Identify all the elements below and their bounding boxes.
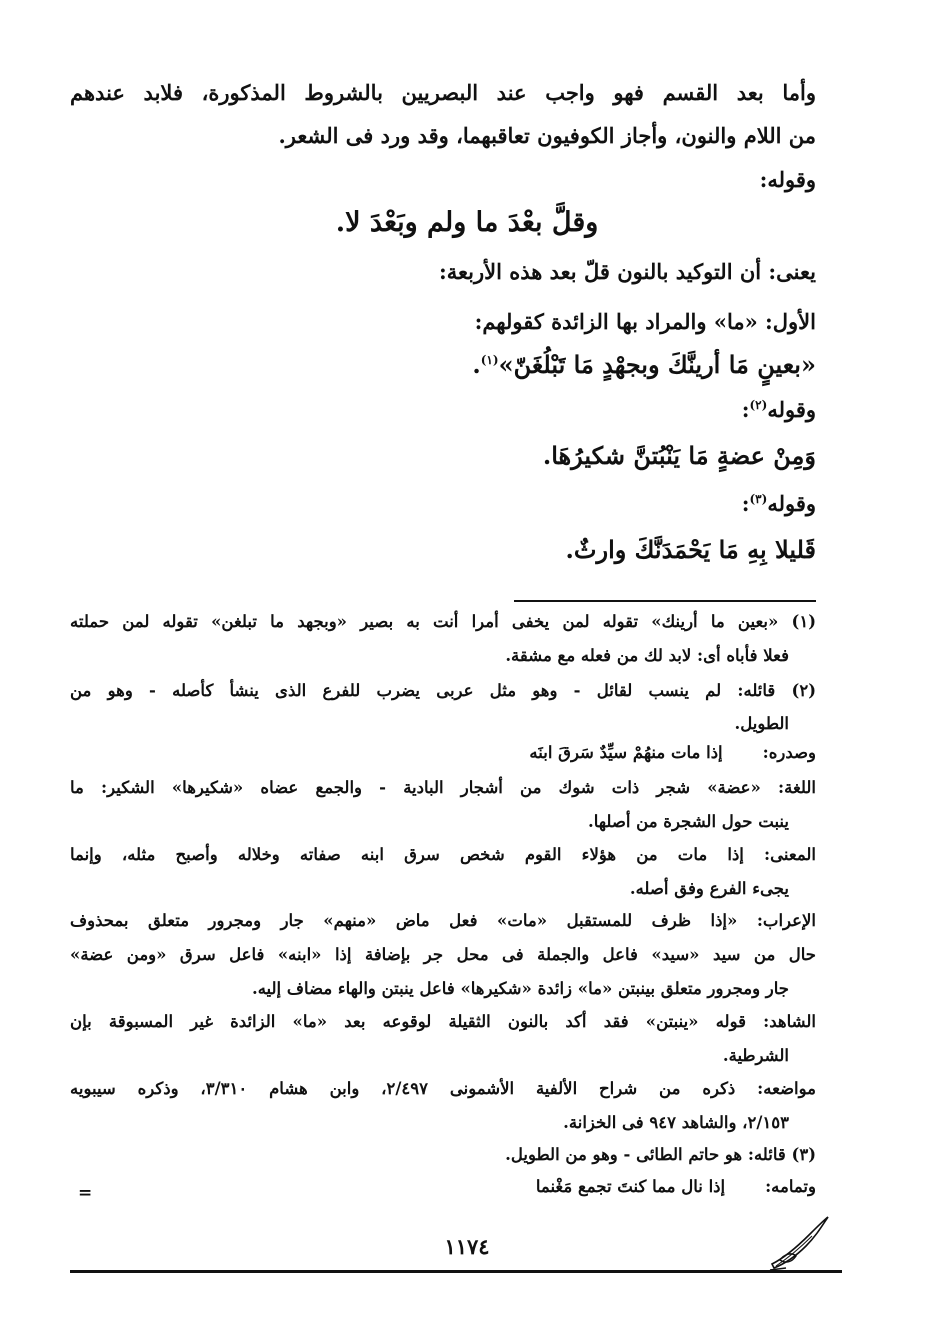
qawluh-line-2 <box>70 397 816 422</box>
punctuation: : <box>741 397 750 422</box>
footnote-line: مواضعه: ذكره من شراح الألفية الأشمونى ٢/٤٩٧، وابن هشام ٣/٣١٠، وذكره سيبويه <box>70 1079 816 1098</box>
qawluh-label: وقوله <box>767 397 816 422</box>
intro-label: وقوله: <box>759 167 816 192</box>
footnote-ref: (٢) <box>749 398 768 412</box>
page-number: ١١٧٤ <box>444 1234 490 1259</box>
footnote-line: جار ومجرور متعلق بينبتن «ما» زائدة «شكيرها» فاعل ينبتن والهاء مضاف إليه. <box>251 979 789 998</box>
bottom-rule <box>70 1270 842 1273</box>
paragraph-line: وأما بعد القسم فهو واجب عند البصريين بالشروط المذكورة، فلابد عندهم <box>70 80 816 105</box>
footnote-line: ٢/١٥٣، والشاهد ٩٤٧ فى الخزانة. <box>563 1113 789 1132</box>
sadr-text: إذا مات منهُمْ سيِّدٌ سَرقَ ابنَه <box>529 743 723 762</box>
footnote-line: (٢) قائله: لم ينسب لقائل - وهو مثل عربى يضرب للفرع الذى ينشأ كأصله - وهو من <box>70 681 816 700</box>
example-line-2: وَمِنْ عضةٍ مَا يَنْبُتنَّ شكيرُهَا. <box>542 441 816 470</box>
first-item-line: الأول: «ما» والمراد بها الزائدة كقولهم: <box>474 309 816 334</box>
sadr-line <box>70 743 816 762</box>
punctuation: . <box>472 350 481 379</box>
footnote-line: الشاهد: قوله «ينبتن» فقد أكد بالنون الثقيلة لوقوعه بعد «ما» الزائدة غير المسبوقة بإن <box>70 1012 816 1031</box>
footnote-ref: (١) <box>480 353 499 367</box>
tamam-text: إذا نال مما كنتَ تجمع مَغْنما <box>535 1177 726 1196</box>
footnote-line: الشرطية. <box>722 1046 789 1065</box>
footnote-line: ينبت حول الشجرة من أصلها. <box>587 812 789 831</box>
footnote-line: اللغة: «عضة» شجر ذات شوك من أشجار البادية - والجمع عضاه «شكيرها» الشكير: ما <box>70 778 816 797</box>
footnote-line: (٣) قائله: هو حاتم الطائى - وهو من الطويل. <box>505 1145 816 1164</box>
footnote-line: الطويل. <box>734 714 789 733</box>
example-line-3: قَليلا بِهِ مَا يَحْمَدَنَّكَ وارثٌ. <box>565 535 816 564</box>
example-line-1 <box>70 350 816 379</box>
example-text: «بعينٍ مَا أرينَّكَ وبجهْدٍ مَا تَبْلُغَنّ» <box>498 350 816 379</box>
tamam-line <box>70 1177 816 1196</box>
tamam-label: وتمامه: <box>765 1177 816 1196</box>
continuation-mark: = <box>78 1183 93 1203</box>
sadr-label: وصدره: <box>762 743 816 762</box>
footnote-line: الإعراب: «إذا ظرف للمستقبل «مات» فعل ماض «منهم» جار ومجرور متعلق بمحذوف <box>70 911 816 930</box>
qawluh-label: وقوله <box>767 491 816 516</box>
footnote-ref: (٣) <box>749 492 768 506</box>
footnote-line: (١) «بعين ما أرينك» تقوله لمن يخفى أمرا أنت به بصير «وبجهد ما تبلغن» تقوله لمن حملته <box>70 612 816 631</box>
punctuation: : <box>741 491 750 516</box>
paragraph-line: من اللام والنون، وأجاز الكوفيون تعاقبهما، وقد ورد فى الشعر. <box>278 123 816 148</box>
qawluh-line-3 <box>70 491 816 516</box>
explanation-line: يعنى: أن التوكيد بالنون قلّ بعد هذه الأربعة: <box>438 259 816 284</box>
footnote-separator <box>514 600 816 602</box>
footnote-line: المعنى: إذا مات من هؤلاء القوم شخص سرق ابنه صفاته وخلاله وأصبح مثله، وإنما <box>70 845 816 864</box>
footnote-line: فعلا فأباه أى: لابد لك من فعله مع مشقة. <box>505 646 789 665</box>
footnote-line: يجىء الفرع وفق أصله. <box>629 879 789 898</box>
footnote-line: حال من سيد «سيد» فاعل والجملة فى محل جر بإضافة إذا «ابنه» فاعل سرق «ومن عضة» <box>70 945 816 964</box>
alfiyya-verse: وقلَّ بعْدَ ما ولم وبَعْدَ لا. <box>335 207 599 238</box>
quill-ornament-icon <box>766 1214 834 1274</box>
